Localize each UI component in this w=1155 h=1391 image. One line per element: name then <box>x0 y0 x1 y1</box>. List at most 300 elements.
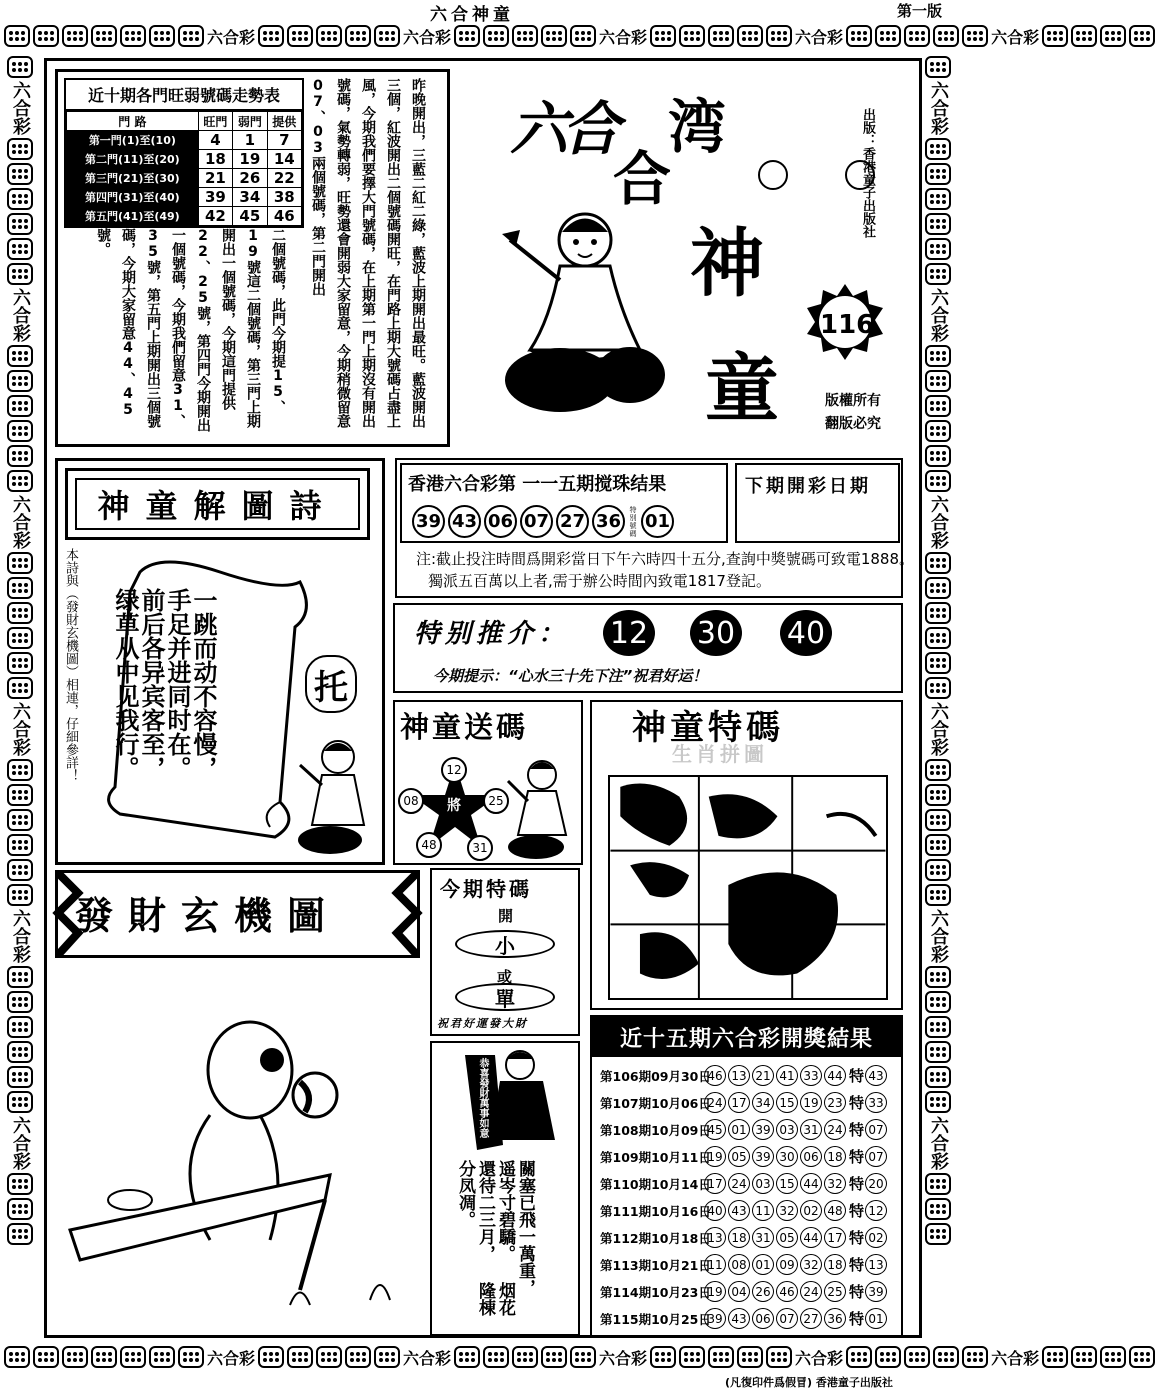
dice-tile-icon <box>925 345 951 367</box>
trend-header-cell: 提供 <box>267 112 301 131</box>
recommend-number: 30 <box>690 610 742 656</box>
trend-cell: 34 <box>233 188 267 207</box>
trend-cell: 42 <box>198 207 232 226</box>
poem2-line: 遥岑寸碧驕。 <box>495 1160 515 1262</box>
trend-analysis-text-continued: 二個號碼，此門今期提15、19號這二個號碼，第三門上期開出一個號碼，今期這門提供22、25號，第四門今期開出一個號碼，今期我們留意31、35號，第五門上期開出三個號碼，今期大家留意44、45號。 <box>95 228 286 432</box>
dice-tile-icon <box>737 25 763 47</box>
history-row <box>600 1305 900 1332</box>
history-ball: 39 <box>752 1119 774 1140</box>
dice-tile-icon <box>4 25 30 47</box>
dice-tile-icon <box>766 25 792 47</box>
rights-label: 版權所有 <box>825 393 881 409</box>
logo-text-tong: 童 <box>705 346 779 432</box>
strip-tag: 六合彩 <box>10 702 31 756</box>
draw-note: 注:截止投注時間爲開彩當日下午六時四十五分,查詢中獎號碼可致電1888。 <box>416 550 914 568</box>
history-special-ball: 43 <box>865 1065 887 1086</box>
history-row-label: 第115期10月25日 <box>600 1311 711 1327</box>
history-ball: 09 <box>776 1254 798 1275</box>
dice-tile-icon <box>62 25 88 47</box>
dice-tile-icon <box>925 138 951 160</box>
today-special-or: 或 <box>497 968 513 986</box>
send-number: 25 <box>483 788 509 814</box>
strip-tag: 六合彩 <box>403 27 452 47</box>
dice-tile-icon <box>7 420 33 442</box>
strip-tag: 六合彩 <box>403 1348 452 1368</box>
history-ball: 30 <box>776 1146 798 1167</box>
trend-cell: 19 <box>233 150 267 169</box>
dice-tile-icon <box>7 577 33 599</box>
history-ball: 17 <box>704 1173 726 1194</box>
poem-text <box>112 588 216 828</box>
dice-tile-icon <box>1042 25 1068 47</box>
dice-tile-icon <box>7 56 33 78</box>
trend-cell: 14 <box>267 150 301 169</box>
history-ball: 40 <box>704 1200 726 1221</box>
dice-tile-icon <box>846 25 872 47</box>
history-ball: 36 <box>824 1308 846 1329</box>
history-special-ball: 12 <box>865 1200 887 1221</box>
dice-tile-icon <box>679 25 705 47</box>
dice-tile-icon <box>7 884 33 906</box>
strip-tag: 六合彩 <box>795 27 844 47</box>
dice-tile-icon <box>925 238 951 260</box>
poem2-line: 關塞已飛一萬重， <box>515 1160 535 1296</box>
child-illustration <box>490 200 670 420</box>
history-special-ball: 02 <box>865 1227 887 1248</box>
history-ball: 26 <box>752 1281 774 1302</box>
dice-tile-icon <box>316 1346 342 1368</box>
history-special-label: 特 <box>849 1121 865 1139</box>
history-ball: 24 <box>728 1173 750 1194</box>
history-ball: 05 <box>728 1146 750 1167</box>
dice-tile-icon <box>925 1066 951 1088</box>
dice-tile-icon <box>933 1346 959 1368</box>
dice-tile-icon <box>925 163 951 185</box>
dice-tile-icon <box>925 213 951 235</box>
dice-tile-icon <box>1129 1346 1155 1368</box>
send-number: 31 <box>467 835 493 861</box>
dice-tile-icon <box>7 470 33 492</box>
dice-tile-icon <box>925 784 951 806</box>
facai-title: 發財玄機圖 <box>75 894 341 938</box>
strip-tag: 六合彩 <box>599 27 648 47</box>
dice-tile-icon <box>7 859 33 881</box>
dice-tile-icon <box>925 1041 951 1063</box>
dice-tile-icon <box>149 25 175 47</box>
send-codes-title: 神童送碼 <box>400 710 529 744</box>
dice-tile-icon <box>374 1346 400 1368</box>
history-ball: 19 <box>800 1092 822 1113</box>
history-ball: 13 <box>704 1227 726 1248</box>
recommend-number: 40 <box>780 610 832 656</box>
history-ball: 32 <box>800 1254 822 1275</box>
history-ball: 31 <box>752 1227 774 1248</box>
trend-cell: 38 <box>267 188 301 207</box>
dice-tile-icon <box>7 213 33 235</box>
dice-tile-icon <box>1100 25 1126 47</box>
dice-tile-icon <box>925 834 951 856</box>
strip-tag: 六合彩 <box>10 81 31 135</box>
dice-tile-icon <box>925 420 951 442</box>
strip-tag: 六合彩 <box>10 909 31 963</box>
history-special-label: 特 <box>849 1229 865 1247</box>
history-row <box>600 1089 900 1116</box>
trend-header-cell: 門 路 <box>67 112 199 131</box>
dice-tile-icon <box>454 25 480 47</box>
history-ball: 19 <box>704 1281 726 1302</box>
publisher-label: 出版：香港童子出版社 <box>860 108 875 238</box>
history-row <box>600 1143 900 1170</box>
banner-text: 恭喜發財萬事如意 <box>477 1058 488 1138</box>
history-special-label: 特 <box>849 1067 865 1085</box>
history-row-label: 第111期10月16日 <box>600 1203 711 1219</box>
history-special-ball: 20 <box>865 1173 887 1194</box>
trend-row <box>67 131 302 150</box>
history-row-label: 第109期10月11日 <box>600 1149 711 1165</box>
strip-tag: 六合彩 <box>207 27 256 47</box>
dice-tile-icon <box>650 1346 676 1368</box>
dice-tile-icon <box>7 1198 33 1220</box>
dice-tile-icon <box>7 991 33 1013</box>
poem-note: 本詩與（發財玄機圖）相連，仔細參詳！ <box>63 548 78 782</box>
trend-row-label: 第四門(31)至(40) <box>67 188 199 207</box>
dice-tile-icon <box>962 25 988 47</box>
dice-tile-icon <box>962 1346 988 1368</box>
trend-row <box>67 169 302 188</box>
history-ball: 46 <box>704 1065 726 1086</box>
dice-tile-icon <box>925 370 951 392</box>
dice-tile-icon <box>1042 1346 1068 1368</box>
dice-tile-icon <box>512 1346 538 1368</box>
history-special-label: 特 <box>849 1094 865 1112</box>
send-number: 08 <box>398 788 424 814</box>
history-row-label: 第110期10月14日 <box>600 1176 711 1192</box>
dice-tile-icon <box>1071 1346 1097 1368</box>
history-special-label: 特 <box>849 1175 865 1193</box>
poem-line: 绿草从中见我行。 <box>111 588 139 780</box>
bottom-border-strip <box>4 1343 1040 1371</box>
trend-cell: 39 <box>198 188 232 207</box>
history-ball: 34 <box>752 1092 774 1113</box>
dice-tile-icon <box>650 25 676 47</box>
history-row <box>600 1197 900 1224</box>
history-special-ball: 07 <box>865 1146 887 1167</box>
strip-tag: 六合彩 <box>928 702 949 756</box>
poem2-line: 隆棟分凤凋。 <box>455 1160 495 1316</box>
dice-tile-icon <box>846 1346 872 1368</box>
history-ball: 18 <box>824 1146 846 1167</box>
dice-tile-icon <box>904 25 930 47</box>
decor-circle <box>758 160 788 190</box>
dice-tile-icon <box>7 395 33 417</box>
dice-tile-icon <box>766 1346 792 1368</box>
right-border-strip <box>924 56 952 1340</box>
poem-line: 前后各异宾客至， <box>137 588 165 780</box>
dice-tile-icon <box>7 1066 33 1088</box>
strip-tag: 六合彩 <box>795 1348 844 1368</box>
dice-tile-icon <box>33 1346 59 1368</box>
dice-tile-icon <box>1071 25 1097 47</box>
special-number-label: 特別號碼 <box>629 505 637 538</box>
trend-cell: 4 <box>198 131 232 150</box>
dice-tile-icon <box>120 25 146 47</box>
trend-cell: 1 <box>233 131 267 150</box>
history-ball: 01 <box>728 1119 750 1140</box>
draw-ball: 27 <box>556 505 589 538</box>
strip-tag: 六合彩 <box>928 495 949 549</box>
dice-tile-icon <box>512 25 538 47</box>
history-row-label: 第106期09月30日 <box>600 1068 711 1084</box>
history-ball: 08 <box>728 1254 750 1275</box>
trend-table-box <box>64 78 304 228</box>
poem-title-box <box>65 468 370 540</box>
dice-tile-icon <box>925 188 951 210</box>
dice-tile-icon <box>925 859 951 881</box>
dice-tile-icon <box>933 25 959 47</box>
history-ball: 27 <box>800 1308 822 1329</box>
history-row-label: 第113期10月21日 <box>600 1257 711 1273</box>
strip-tag: 六合彩 <box>599 1348 648 1368</box>
dice-tile-icon <box>925 470 951 492</box>
dice-tile-icon <box>925 966 951 988</box>
history-ball: 18 <box>728 1227 750 1248</box>
dice-tile-icon <box>374 25 400 47</box>
history-row-label: 第112期10月18日 <box>600 1230 711 1246</box>
issue-number: 116 <box>820 310 875 340</box>
strip-tag: 六合彩 <box>207 1348 256 1368</box>
dice-tile-icon <box>570 25 596 47</box>
dice-tile-icon <box>91 1346 117 1368</box>
dice-tile-icon <box>875 1346 901 1368</box>
dice-tile-icon <box>287 1346 313 1368</box>
history-ball: 05 <box>776 1227 798 1248</box>
dice-tile-icon <box>149 1346 175 1368</box>
history-row <box>600 1170 900 1197</box>
trend-header-cell: 旺門 <box>198 112 232 131</box>
trend-row <box>67 207 302 226</box>
trend-row-label: 第五門(41)至(49) <box>67 207 199 226</box>
dice-tile-icon <box>925 56 951 78</box>
history-ball: 03 <box>752 1173 774 1194</box>
history-ball: 32 <box>776 1200 798 1221</box>
recommend-label: 特别推介： <box>414 619 570 649</box>
draw-note: 獨派五百萬以上者,需于辦公時間內致電1817登記。 <box>428 572 771 590</box>
history-ball: 25 <box>824 1281 846 1302</box>
today-special-open: 開 <box>498 907 514 925</box>
dice-tile-icon <box>925 991 951 1013</box>
history-row-label: 第114期10月23日 <box>600 1284 711 1300</box>
strip-tag: 六合彩 <box>991 27 1040 47</box>
history-ball: 04 <box>728 1281 750 1302</box>
history-row <box>600 1278 900 1305</box>
dice-tile-icon <box>925 884 951 906</box>
recommend-hint: 今期提示：“心水三十先下注”祝君好运！ <box>433 667 708 685</box>
history-ball: 44 <box>824 1065 846 1086</box>
dice-tile-icon <box>925 809 951 831</box>
dice-tile-icon <box>925 1173 951 1195</box>
dice-tile-icon <box>708 1346 734 1368</box>
history-special-ball: 39 <box>865 1281 887 1302</box>
trend-cell: 18 <box>198 150 232 169</box>
history-ball: 31 <box>800 1119 822 1140</box>
dice-tile-icon <box>7 834 33 856</box>
zodiac-puzzle-image <box>608 775 888 1000</box>
dice-tile-icon <box>178 25 204 47</box>
logo-text-wan: 湾 <box>668 93 727 161</box>
history-row-label: 第108期10月09日 <box>600 1122 711 1138</box>
history-ball: 24 <box>824 1119 846 1140</box>
left-border-strip <box>6 56 34 1340</box>
history-ball: 48 <box>824 1200 846 1221</box>
history-ball: 24 <box>800 1281 822 1302</box>
trend-cell: 26 <box>233 169 267 188</box>
dice-tile-icon <box>345 1346 371 1368</box>
hint-character: 托 <box>305 655 357 713</box>
dice-tile-icon <box>679 1346 705 1368</box>
dice-tile-icon <box>62 1346 88 1368</box>
trend-analysis-text: 昨晚開出，三藍二紅二綠，藍波上期開出最旺。藍波開出三個，紅波開出二個號碼開旺，在門路上期大號碼占盡上風，今期我們要擇大門號碼，在上期第一門上期沒有開出號碼，氣勢轉弱，旺勢還會開弱大家留意，今期稍微留意07、03兩個號碼，第二門開出 <box>310 78 426 428</box>
poem-line: 手足并进同时在。 <box>163 588 191 780</box>
history-special-ball: 07 <box>865 1119 887 1140</box>
history-ball: 06 <box>800 1146 822 1167</box>
dice-tile-icon <box>4 1346 30 1368</box>
history-ball: 33 <box>800 1065 822 1086</box>
dice-tile-icon <box>925 677 951 699</box>
dice-tile-icon <box>287 25 313 47</box>
history-ball: 15 <box>776 1173 798 1194</box>
child-figure-icon <box>500 755 580 860</box>
history-title: 近十五期六合彩開獎結果 <box>592 1017 901 1057</box>
dice-tile-icon <box>7 552 33 574</box>
draw-ball: 07 <box>520 505 553 538</box>
dice-tile-icon <box>7 627 33 649</box>
dice-tile-icon <box>345 25 371 47</box>
history-ball: 01 <box>752 1254 774 1275</box>
dice-tile-icon <box>7 1091 33 1113</box>
history-special-label: 特 <box>849 1256 865 1274</box>
special-codes-subtitle: 生肖拼圖 <box>672 742 768 766</box>
today-option: 單 <box>455 983 555 1011</box>
history-ball: 17 <box>728 1092 750 1113</box>
history-ball: 13 <box>728 1065 750 1086</box>
dice-tile-icon <box>7 1173 33 1195</box>
dice-tile-icon <box>925 627 951 649</box>
trend-row <box>67 150 302 169</box>
history-ball: 17 <box>824 1227 846 1248</box>
dice-tile-icon <box>7 652 33 674</box>
dice-tile-icon <box>7 759 33 781</box>
draw-ball: 43 <box>448 505 481 538</box>
history-ball: 45 <box>704 1119 726 1140</box>
rights-label: 翻版必究 <box>825 416 881 432</box>
dice-tile-icon <box>483 1346 509 1368</box>
dice-tile-icon <box>7 263 33 285</box>
history-ball: 44 <box>800 1173 822 1194</box>
dice-tile-icon <box>483 25 509 47</box>
draw-balls <box>412 505 674 538</box>
strip-tag: 六合彩 <box>928 909 949 963</box>
history-special-ball: 01 <box>865 1308 887 1329</box>
special-codes-title: 神童特碼 <box>632 708 784 748</box>
history-ball: 21 <box>752 1065 774 1086</box>
trend-title: 近十期各門旺弱號碼走勢表 <box>66 80 302 111</box>
history-special-ball: 33 <box>865 1092 887 1113</box>
dice-tile-icon <box>7 163 33 185</box>
dice-tile-icon <box>925 1091 951 1113</box>
dice-tile-icon <box>875 25 901 47</box>
trend-row-label: 第一門(1)至(10) <box>67 131 199 150</box>
draw-ball: 39 <box>412 505 445 538</box>
history-row-label: 第107期10月06日 <box>600 1095 711 1111</box>
dice-tile-icon <box>258 1346 284 1368</box>
history-ball: 43 <box>728 1200 750 1221</box>
history-special-label: 特 <box>849 1283 865 1301</box>
dice-tile-icon <box>7 677 33 699</box>
dice-tile-icon <box>7 345 33 367</box>
history-ball: 15 <box>776 1092 798 1113</box>
dice-tile-icon <box>7 1223 33 1245</box>
history-ball: 39 <box>704 1308 726 1329</box>
dice-tile-icon <box>925 759 951 781</box>
poem-title: 神童解圖詩 <box>97 487 338 525</box>
page-header-title: 六合神童 <box>430 5 514 25</box>
today-option: 小 <box>455 930 555 958</box>
history-special-label: 特 <box>849 1148 865 1166</box>
history-row <box>600 1062 900 1089</box>
history-ball: 24 <box>704 1092 726 1113</box>
next-draw-label: 下期開彩日期 <box>745 476 871 497</box>
dice-tile-icon <box>541 1346 567 1368</box>
history-ball: 02 <box>800 1200 822 1221</box>
history-ball: 07 <box>776 1308 798 1329</box>
dice-tile-icon <box>7 238 33 260</box>
history-ball: 19 <box>704 1146 726 1167</box>
dice-tile-icon <box>91 25 117 47</box>
dice-tile-icon <box>7 966 33 988</box>
today-special-title: 今期特碼 <box>440 877 532 901</box>
history-special-label: 特 <box>849 1202 865 1220</box>
send-number: 48 <box>416 832 442 858</box>
trend-row-label: 第二門(11)至(20) <box>67 150 199 169</box>
logo-text-he: 合 <box>613 145 672 213</box>
star-center-char: 將 <box>447 798 461 814</box>
dice-tile-icon <box>7 370 33 392</box>
dice-tile-icon <box>7 188 33 210</box>
dice-tile-icon <box>737 1346 763 1368</box>
dice-tile-icon <box>454 1346 480 1368</box>
strip-tag: 六合彩 <box>10 1116 31 1170</box>
history-row <box>600 1116 900 1143</box>
strip-tag: 六合彩 <box>10 495 31 549</box>
dice-tile-icon <box>33 25 59 47</box>
history-row <box>600 1251 900 1278</box>
dice-tile-icon <box>925 602 951 624</box>
history-ball: 23 <box>824 1092 846 1113</box>
draw-ball: 36 <box>592 505 625 538</box>
history-ball: 39 <box>752 1146 774 1167</box>
history-ball: 41 <box>776 1065 798 1086</box>
history-special-label: 特 <box>849 1310 865 1328</box>
trend-row-label: 第三門(21)至(30) <box>67 169 199 188</box>
today-special-wish: 祝君好運發大財 <box>437 1017 528 1030</box>
logo-text-liuhe: 六合 <box>510 95 615 163</box>
dice-tile-icon <box>7 1016 33 1038</box>
dice-tile-icon <box>925 577 951 599</box>
riddle-cartoon-illustration <box>60 1000 420 1330</box>
logo-text-shen: 神 <box>690 221 764 307</box>
trend-cell: 7 <box>267 131 301 150</box>
history-ball: 11 <box>704 1254 726 1275</box>
